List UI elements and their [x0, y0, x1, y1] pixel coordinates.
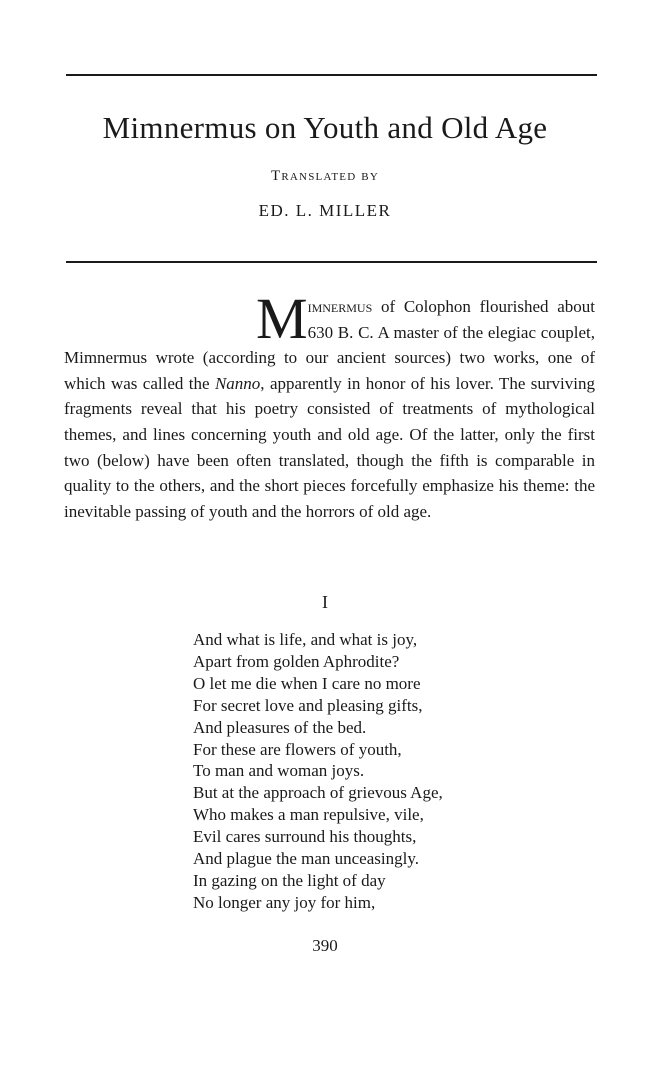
poem-line: No longer any joy for him, — [193, 892, 376, 912]
poem-line: And pleasures of the bed. — [193, 717, 367, 737]
poem-line: In gazing on the light of day — [193, 870, 386, 890]
translated-by-label: Translated by — [271, 168, 379, 184]
intro-text-2: , apparently in honor of his lover. The surviving fragments reveal that his poetry consisted of treatments of mythological themes, and lines concerning youth and old age. Of the latter, only the first two (below) have been often translated, though the fifth is comparable in quality to the others, and the short pieces forcefully emphasize his theme: the inevitable passing of youth and the horrors of old age. — [64, 373, 595, 521]
poem-line: And what is life, and what is joy, — [193, 630, 418, 649]
poem-line: For secret love and pleasing gifts, — [193, 695, 423, 715]
section-number: I — [322, 592, 328, 612]
intro-paragraph — [64, 286, 595, 524]
poem-line: Evil cares surround his thoughts, — [193, 827, 417, 847]
intro-italic-title: Nanno — [214, 373, 261, 393]
poem — [193, 629, 443, 914]
poem-line: To man and woman joys. — [193, 761, 365, 781]
poem-line: But at the approach of grievous Age, — [193, 783, 443, 803]
top-rule — [66, 74, 597, 76]
intro-text-1: of Colophon flourished about 630 B. C. A master of the elegiac couplet, Mimnermus wrote (according to our ancient sources) two works, one of which was called the — [64, 297, 595, 393]
translator-name: ED. L. MILLER — [258, 201, 392, 220]
poem-line: For these are flowers of youth, — [193, 739, 402, 759]
drop-cap: M — [256, 286, 308, 351]
poem-line: O let me die when I care no more — [193, 673, 421, 693]
article-title: Mimnermus on Youth and Old Age — [102, 110, 548, 145]
bottom-rule — [66, 261, 597, 263]
page-number: 390 — [312, 936, 338, 955]
poem-line: And plague the man unceasingly. — [193, 849, 419, 869]
poem-line: Who makes a man repulsive, vile, — [193, 805, 424, 825]
poem-line: Apart from golden Aphrodite? — [193, 651, 400, 671]
first-word-rest: imnermus — [307, 297, 373, 316]
